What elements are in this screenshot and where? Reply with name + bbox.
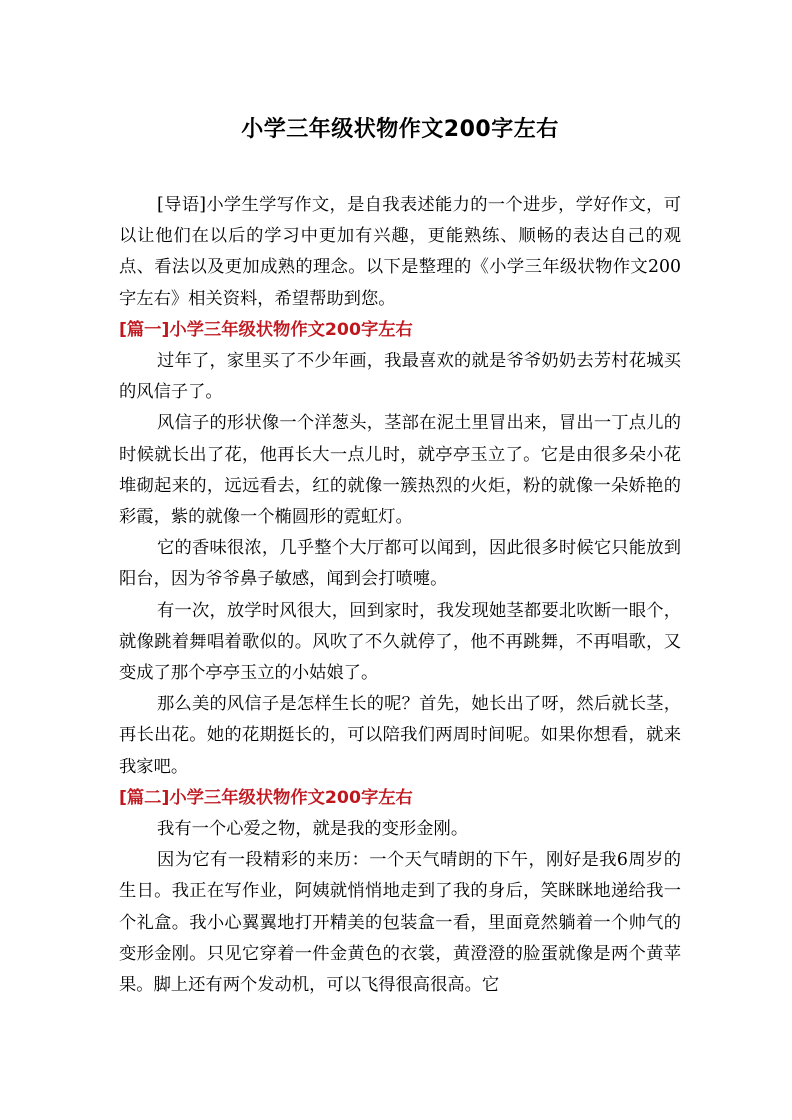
section2-paragraph: 我有一个心爱之物，就是我的变形金刚。: [157, 819, 469, 840]
document-page: [119, 110, 681, 1001]
section1-paragraph: 过年了，家里买了不少年画，我最喜欢的就是爷爷奶奶去芳村花城买的风信子了。: [119, 351, 681, 403]
section1-paragraph: 那么美的风信子是怎样生长的呢？首先，她长出了呀，然后就长茎，再长出花。她的花期挺长的，可以陪我们两周时间呢。如果你想看，就来我家吧。: [119, 694, 681, 777]
section1-paragraph: 它的香味很浓，几乎整个大厅都可以闻到，因此很多时候它只能放到阳台，因为爷爷鼻子敏感，闻到会打喷嚏。: [119, 538, 681, 590]
section-heading-2: [篇二]小学三年级状物作文200字左右: [119, 787, 413, 808]
intro-paragraph: [导语]小学生学写作文，是自我表述能力的一个进步，学好作文，可以让他们在以后的学习中更加有兴趣，更能熟练、顺畅的表达自己的观点、看法以及更加成熟的理念。以下是整理的《小学三年级状物作文200字左右》相关资料，希望帮助到您。: [119, 195, 681, 309]
section2-paragraph: 因为它有一段精彩的来历：一个天气晴朗的下午，刚好是我6周岁的生日。我正在写作业，阿姨就悄悄地走到了我的身后，笑眯眯地递给我一个礼盒。我小心翼翼地打开精美的包装盒一看，里面竟然躺着一个帅气的变形金刚。只见它穿着一件金黄色的衣裳，黄澄澄的脸蛋就像是两个黄苹果。脚上还有两个发动机，可以飞得很高很高。它: [119, 850, 681, 996]
section-heading-1: [篇一]小学三年级状物作文200字左右: [119, 319, 413, 340]
section1-paragraph: 有一次，放学时风很大，回到家时，我发现她茎都要北吹断一眼个，就像跳着舞唱着歌似的。风吹了不久就停了，他不再跳舞，不再唱歌，又变成了那个亭亭玉立的小姑娘了。: [119, 600, 681, 684]
document-title: 小学三年级状物作文200字左右: [241, 117, 559, 142]
section1-paragraph: 风信子的形状像一个洋葱头，茎部在泥土里冒出来，冒出一丁点儿的时候就长出了花，他再长大一点儿时，就亭亭玉立了。它是由很多朵小花堆砌起来的，远远看去，红的就像一簇热烈的火炬，粉的就像一朵娇艳的彩霞，紫的就像一个椭圆形的霓虹灯。: [119, 413, 681, 528]
